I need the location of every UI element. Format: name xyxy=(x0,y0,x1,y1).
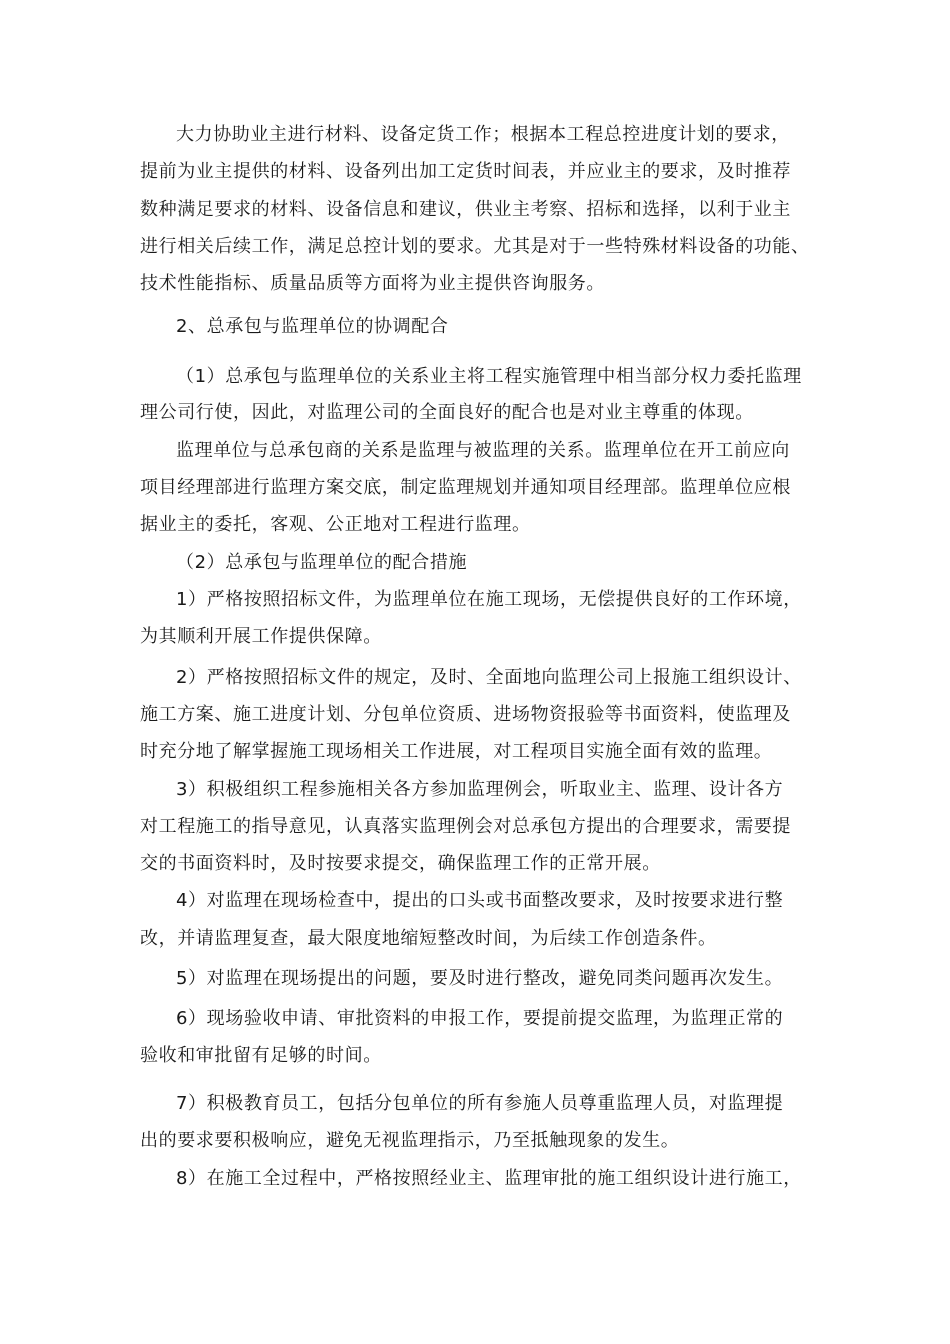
text-line: 对工程施工的指导意见，认真落实监理例会对总承包方提出的合理要求，需要提 xyxy=(140,816,791,837)
text-line: 提前为业主提供的材料、设备列出加工定货时间表，并应业主的要求，及时推荐 xyxy=(140,161,791,182)
text-line: 改，并请监理复查，最大限度地缩短整改时间，为后续工作创造条件。 xyxy=(140,928,717,949)
text-line: 监理单位与总承包商的关系是监理与被监理的关系。监理单位在开工前应向 xyxy=(176,440,790,461)
text-line: 3）积极组织工程参施相关各方参加监理例会，听取业主、监理、设计各方 xyxy=(176,779,784,800)
section-heading: 2、总承包与监理单位的协调配合 xyxy=(176,316,449,337)
text-line: 6）现场验收申请、审批资料的申报工作，要提前提交监理，为监理正常的 xyxy=(176,1008,784,1029)
text-line: 7）积极教育员工，包括分包单位的所有参施人员尊重监理人员，对监理提 xyxy=(176,1093,784,1114)
text-line: （1）总承包与监理单位的关系业主将工程实施管理中相当部分权力委托监理 xyxy=(176,366,802,387)
text-line: 进行相关后续工作，满足总控计划的要求。尤其是对于一些特殊材料设备的功能、 xyxy=(140,236,810,257)
text-line: 大力协助业主进行材料、设备定货工作；根据本工程总控进度计划的要求， xyxy=(176,124,790,145)
text-line: 4）对监理在现场检查中，提出的口头或书面整改要求，及时按要求进行整 xyxy=(176,890,784,911)
text-line: 时充分地了解掌握施工现场相关工作进展，对工程项目实施全面有效的监理。 xyxy=(140,741,773,762)
text-line: 交的书面资料时，及时按要求提交，确保监理工作的正常开展。 xyxy=(140,853,661,874)
text-line: 为其顺利开展工作提供保障。 xyxy=(140,626,382,647)
text-line: 据业主的委托，客观、公正地对工程进行监理。 xyxy=(140,514,531,535)
text-line: 出的要求要积极响应，避免无视监理指示，乃至抵触现象的发生。 xyxy=(140,1130,680,1151)
text-line: 验收和审批留有足够的时间。 xyxy=(140,1045,382,1066)
text-line: 8）在施工全过程中，严格按照经业主、监理审批的施工组织设计进行施工， xyxy=(176,1168,802,1189)
text-line: 项目经理部进行监理方案交底，制定监理规划并通知项目经理部。监理单位应根 xyxy=(140,477,791,498)
text-line: 2）严格按照招标文件的规定，及时、全面地向监理公司上报施工组织设计、 xyxy=(176,667,802,688)
text-line: 1）严格按照招标文件，为监理单位在施工现场，无偿提供良好的工作环境， xyxy=(176,589,802,610)
text-line: 5）对监理在现场提出的问题，要及时进行整改，避免同类问题再次发生。 xyxy=(176,968,784,989)
text-line: 理公司行使，因此，对监理公司的全面良好的配合也是对业主尊重的体现。 xyxy=(140,402,754,423)
text-line: 施工方案、施工进度计划、分包单位资质、进场物资报验等书面资料，使监理及 xyxy=(140,704,791,725)
subsection-heading: （2）总承包与监理单位的配合措施 xyxy=(176,552,468,573)
text-line: 数种满足要求的材料、设备信息和建议，供业主考察、招标和选择，以利于业主 xyxy=(140,199,791,220)
text-line: 技术性能指标、质量品质等方面将为业主提供咨询服务。 xyxy=(140,273,605,294)
